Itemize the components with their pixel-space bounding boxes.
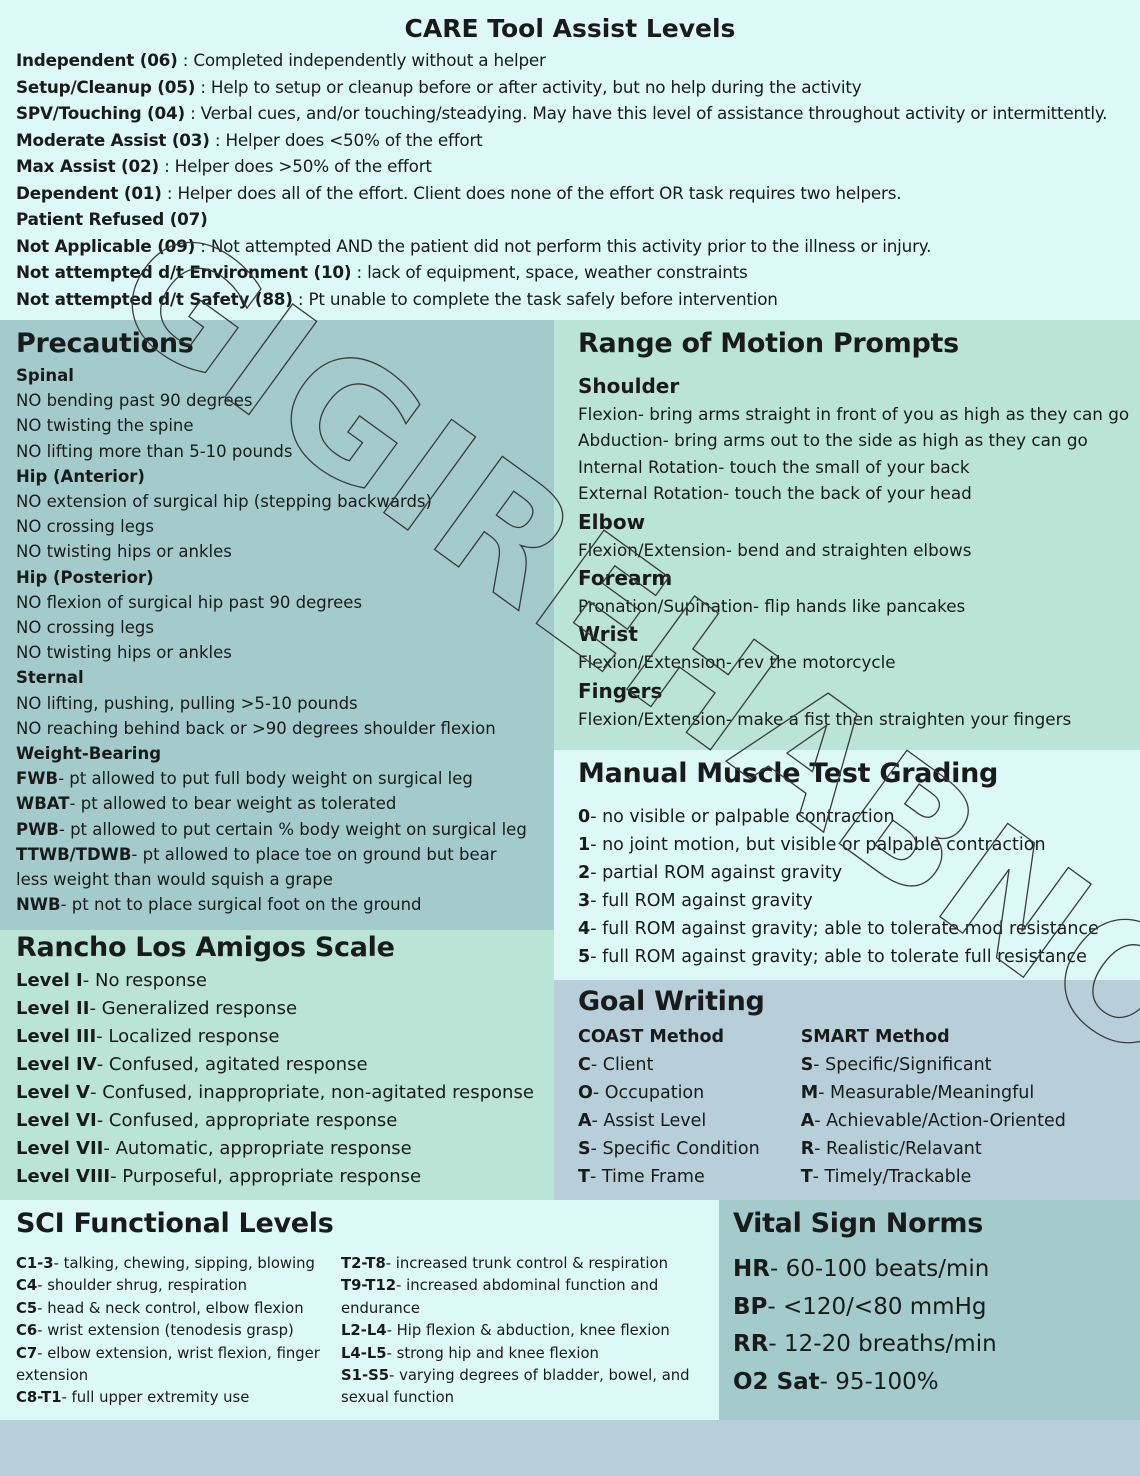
rancho-level-key: Level II: [16, 998, 90, 1019]
precaution-bold: Sternal: [16, 668, 84, 688]
precaution-item: [16, 489, 538, 514]
care-item-term: Patient Refused (07): [16, 209, 208, 229]
precaution-bold: Hip (Anterior): [16, 466, 145, 486]
smart-item-text: - Timely/Trackable: [812, 1167, 972, 1187]
rancho-level: [16, 1163, 538, 1191]
rom-prompt: Flexion/Extension- rev the motorcycle: [578, 652, 896, 673]
care-tool-list: [16, 47, 1124, 312]
sci-level-key: S1-S5: [341, 1367, 390, 1385]
mmt-grade: [578, 943, 1116, 971]
precaution-item: [16, 413, 538, 438]
care-item-term: Independent (06): [16, 50, 178, 70]
vital-sign-key: O2 Sat: [733, 1368, 820, 1395]
vital-sign-text: - <120/<80 mmHg: [767, 1293, 987, 1320]
coast-item-key: T: [578, 1167, 590, 1187]
care-item-term: SPV/Touching (04): [16, 103, 185, 123]
vital-sign: [733, 1326, 1126, 1364]
rancho-section: [0, 930, 554, 1200]
precaution-item: [16, 439, 538, 464]
rom-joint-heading: Elbow: [578, 509, 646, 534]
precaution-bold: Hip (Posterior): [16, 567, 154, 587]
sci-level: [16, 1298, 341, 1320]
precaution-item: [16, 766, 538, 791]
mmt-grade-key: 1: [578, 835, 591, 855]
rancho-level-text: - No response: [82, 970, 207, 991]
sci-level: [341, 1275, 701, 1320]
care-item: [16, 153, 1124, 180]
smart-item-text: - Realistic/Relavant: [814, 1139, 982, 1159]
precaution-text: NO extension of surgical hip (stepping backwards): [16, 492, 432, 512]
smart-item-text: - Measurable/Meaningful: [818, 1083, 1035, 1103]
care-tool-title: CARE Tool Assist Levels: [404, 14, 736, 43]
sci-level-key: C5: [16, 1299, 38, 1317]
rancho-level-key: Level IV: [16, 1054, 97, 1075]
precaution-text: less weight than would squish a grape: [16, 870, 333, 890]
precaution-bold: Weight-Bearing: [16, 744, 162, 764]
mmt-grade-text: - full ROM against gravity: [590, 891, 813, 911]
coast-item-text: - Assist Level: [591, 1111, 707, 1131]
coast-item-text: - Occupation: [592, 1083, 705, 1103]
mmt-section: [554, 750, 1140, 980]
coast-item: [578, 1079, 801, 1107]
vital-sign-text: - 60-100 beats/min: [769, 1256, 990, 1282]
sci-level-text: - head & neck control, elbow flexion: [37, 1299, 304, 1317]
care-item-desc: : Verbal cues, and/or touching/steadying. May have this level of assistance throughout activity or intermittently.: [184, 103, 1108, 123]
precautions-section: [0, 320, 554, 930]
sci-level: [16, 1253, 341, 1275]
smart-item-key: R: [800, 1139, 815, 1159]
mmt-grade: [578, 887, 1116, 915]
precaution-text: - pt allowed to bear weight as tolerated: [69, 794, 397, 814]
sci-level-text: - elbow extension, wrist flexion, finger extension: [16, 1344, 320, 1385]
smart-item: [801, 1079, 1116, 1107]
coast-item: [578, 1163, 801, 1191]
precaution-item: [16, 817, 538, 842]
mmt-title: Manual Muscle Test Grading: [578, 758, 999, 789]
sci-level-text: - increased trunk control & respiration: [385, 1255, 668, 1272]
mmt-grade-key: 2: [578, 863, 591, 883]
coast-item: [578, 1107, 801, 1135]
precaution-text: NO twisting the spine: [16, 416, 194, 436]
smart-item-key: S: [800, 1055, 814, 1075]
rancho-level: [16, 995, 538, 1023]
precaution-text: NO crossing legs: [16, 517, 154, 537]
mmt-grade-key: 5: [578, 947, 591, 967]
care-item: [16, 180, 1124, 207]
rancho-level-key: Level III: [16, 1026, 97, 1047]
precaution-text: NO twisting hips or ankles: [16, 643, 232, 663]
vital-sign-key: RR: [733, 1331, 769, 1357]
rancho-level-key: Level V: [16, 1082, 90, 1103]
care-item-desc: : lack of equipment, space, weather constraints: [351, 262, 748, 282]
care-item: [16, 233, 1124, 260]
rancho-level-key: Level VIII: [16, 1166, 111, 1187]
precaution-bold: WBAT: [16, 794, 70, 814]
care-item-term: Not Applicable (09): [16, 235, 196, 256]
care-item-desc: : Help to setup or cleanup before or after activity, but no help during the activity: [195, 76, 862, 97]
rom-prompt: Flexion/Extension- make a fist then straighten your fingers: [578, 708, 1072, 729]
precaution-item: [16, 691, 538, 716]
rancho-level-text: - Confused, agitated response: [96, 1054, 368, 1075]
sci-level: [16, 1320, 341, 1342]
vital-sign: [733, 1364, 1126, 1402]
goal-writing-title: Goal Writing: [578, 986, 765, 1017]
precaution-heading: [16, 565, 538, 590]
precaution-heading: [16, 363, 538, 388]
rom-joint-heading: Shoulder: [578, 374, 680, 398]
sci-level-text: - Hip flexion & abduction, knee flexion: [386, 1322, 670, 1340]
rancho-level: [16, 967, 538, 995]
precaution-text: - pt allowed to place toe on ground but bear: [131, 844, 497, 864]
precaution-bold: Spinal: [16, 366, 74, 385]
smart-item: [801, 1135, 1116, 1163]
vital-sign: [733, 1289, 1126, 1327]
sci-column-2: [341, 1253, 701, 1410]
care-item-desc: : Not attempted AND the patient did not perform this activity prior to the illness or injury.: [195, 235, 932, 256]
smart-item: [801, 1163, 1116, 1191]
vitals-list: [733, 1251, 1126, 1401]
sci-level-key: C4: [16, 1277, 38, 1295]
rom-joint-heading: Fingers: [578, 678, 663, 703]
precaution-text: NO lifting, pushing, pulling >5-10 pounds: [16, 693, 358, 713]
mmt-grade-key: 3: [578, 891, 591, 911]
sci-title: SCI Functional Levels: [16, 1208, 334, 1239]
rancho-level-key: Level VII: [16, 1138, 104, 1159]
precaution-item: [16, 388, 538, 413]
rom-prompt: Flexion/Extension- bend and straighten elbows: [578, 539, 972, 560]
care-item-term: Setup/Cleanup (05): [16, 76, 196, 97]
precaution-heading: [16, 665, 538, 690]
coast-item-text: - Client: [590, 1055, 654, 1075]
rancho-level: [16, 1107, 538, 1135]
precautions-list: [16, 363, 538, 917]
sci-level-key: C6: [16, 1322, 38, 1340]
vital-sign-key: BP: [733, 1293, 768, 1320]
care-item-desc: : Pt unable to complete the task safely before intervention: [292, 288, 778, 309]
precaution-item: [16, 716, 538, 741]
coast-item-text: - Time Frame: [589, 1167, 705, 1187]
precaution-item: [16, 842, 538, 867]
rom-prompt: Flexion- bring arms straight in front of you as high as they can go: [578, 404, 1130, 424]
care-item-term: Moderate Assist (03): [16, 129, 210, 150]
smart-item-key: T: [800, 1167, 813, 1187]
sci-level-text: - increased abdominal function and endurance: [341, 1277, 659, 1317]
rancho-level: [16, 1079, 538, 1107]
precaution-bold: TTWB/TDWB: [16, 844, 132, 864]
precaution-item: [16, 615, 538, 640]
sci-level-text: - strong hip and knee flexion: [386, 1344, 599, 1362]
smart-method: [801, 1023, 1116, 1191]
precautions-title: Precautions: [16, 328, 194, 359]
sci-level: [341, 1253, 701, 1275]
sci-level-key: C8-T1: [16, 1389, 62, 1407]
mmt-grade-key: 4: [578, 919, 591, 939]
vital-sign-key: HR: [733, 1256, 770, 1282]
precaution-item: [16, 590, 538, 615]
care-item-term: Max Assist (02): [16, 156, 159, 176]
sci-level: [16, 1343, 341, 1388]
rom-prompt: External Rotation- touch the back of your head: [578, 483, 972, 504]
rom-joint-heading: Forearm: [578, 566, 673, 591]
rancho-level: [16, 1135, 538, 1163]
smart-item-text: - Specific/Significant: [813, 1055, 992, 1075]
precaution-text: NO bending past 90 degrees: [16, 391, 253, 411]
rancho-level-key: Level VI: [16, 1110, 97, 1131]
precaution-bold: PWB: [16, 819, 59, 839]
precaution-text: NO twisting hips or ankles: [16, 542, 232, 562]
care-tool-section: [0, 0, 1140, 320]
mmt-grade: [578, 859, 1116, 887]
mmt-grade-text: - no joint motion, but visible or palpable contraction: [590, 835, 1046, 855]
care-item: [16, 206, 1124, 233]
care-item-term: Dependent (01): [16, 182, 162, 203]
precaution-text: - pt allowed to put certain % body weight on surgical leg: [58, 819, 527, 839]
sci-column-1: [16, 1253, 341, 1410]
goal-writing-section: [554, 980, 1140, 1200]
precaution-item: [16, 867, 538, 892]
care-item: [16, 100, 1124, 127]
care-item-desc: : Completed independently without a helper: [177, 50, 546, 70]
rancho-title: Rancho Los Amigos Scale: [16, 932, 395, 963]
coast-item-key: S: [578, 1139, 591, 1159]
care-item: [16, 286, 1124, 313]
care-item: [16, 127, 1124, 154]
precaution-text: - pt not to place surgical foot on the ground: [60, 895, 422, 915]
sci-level-key: T2-T8: [341, 1255, 386, 1272]
vital-sign-text: - 12-20 breaths/min: [768, 1331, 997, 1357]
sci-level: [341, 1343, 701, 1365]
coast-item-key: C: [578, 1055, 591, 1075]
precaution-bold: FWB: [16, 769, 59, 789]
rancho-level-text: - Generalized response: [89, 998, 298, 1019]
care-item: [16, 47, 1124, 74]
care-item-term: Not attempted d/t Safety (88): [16, 288, 293, 309]
sci-level: [16, 1387, 341, 1409]
sci-level-text: - talking, chewing, sipping, blowing: [53, 1255, 315, 1272]
coast-item-text: - Specific Condition: [590, 1139, 760, 1159]
rancho-level-text: - Localized response: [96, 1026, 280, 1047]
precaution-text: NO reaching behind back or >90 degrees shoulder flexion: [16, 718, 496, 738]
vital-sign-text: - 95-100%: [819, 1368, 939, 1395]
mmt-grade-text: - full ROM against gravity; able to tolerate full resistance: [590, 947, 1087, 967]
rom-section: [554, 320, 1140, 750]
rom-prompt: Internal Rotation- touch the small of your back: [578, 456, 970, 477]
precaution-item: [16, 892, 538, 917]
precaution-heading: [16, 741, 538, 766]
precaution-item: [16, 539, 538, 564]
vitals-title: Vital Sign Norms: [733, 1208, 983, 1239]
precaution-item: [16, 514, 538, 539]
sci-level: [16, 1275, 341, 1297]
coast-item-key: A: [578, 1111, 592, 1131]
sci-section: [0, 1200, 719, 1420]
sci-level: [341, 1365, 701, 1410]
rom-joint-heading: Wrist: [578, 622, 638, 647]
care-item: [16, 74, 1124, 101]
precaution-text: - pt allowed to put full body weight on surgical leg: [58, 769, 473, 789]
rancho-level-key: Level I: [16, 970, 83, 991]
precaution-item: [16, 640, 538, 665]
precaution-text: NO crossing legs: [16, 618, 154, 638]
smart-title: SMART Method: [800, 1027, 950, 1047]
rom-title: Range of Motion Prompts: [578, 328, 959, 359]
vitals-section: [719, 1200, 1140, 1420]
mmt-list: [578, 803, 1116, 971]
sci-level-key: T9-T12: [341, 1277, 397, 1295]
smart-item: [801, 1107, 1116, 1135]
precaution-text: NO lifting more than 5-10 pounds: [16, 441, 293, 461]
smart-item-key: M: [800, 1083, 819, 1103]
coast-item: [578, 1135, 801, 1163]
coast-title: COAST Method: [578, 1027, 725, 1047]
rancho-level-text: - Automatic, appropriate response: [103, 1138, 412, 1159]
rancho-level-text: - Confused, appropriate response: [96, 1110, 398, 1131]
smart-item: [801, 1051, 1116, 1079]
mmt-grade-text: - no visible or palpable contraction: [590, 807, 895, 827]
smart-item-text: - Achievable/Action-Oriented: [814, 1111, 1066, 1131]
care-item-desc: : Helper does all of the effort. Client does none of the effort OR task requires two helpers.: [161, 182, 902, 203]
mmt-grade: [578, 831, 1116, 859]
coast-method: [578, 1023, 801, 1191]
rom-list: [578, 371, 1130, 732]
sci-level-text: - shoulder shrug, respiration: [37, 1277, 248, 1295]
precaution-item: [16, 791, 538, 816]
mmt-grade: [578, 803, 1116, 831]
precaution-bold: NWB: [16, 895, 61, 915]
vital-sign: [733, 1251, 1126, 1289]
sci-level-key: C7: [16, 1344, 38, 1362]
mmt-grade-key: 0: [578, 807, 591, 827]
mmt-grade-text: - partial ROM against gravity: [590, 863, 843, 883]
sci-level-text: - varying degrees of bladder, bowel, and sexual function: [341, 1367, 690, 1407]
rancho-level-text: - Purposeful, appropriate response: [110, 1166, 422, 1187]
smart-item-key: A: [800, 1111, 815, 1131]
rom-prompt: Pronation/Supination- flip hands like pancakes: [578, 596, 966, 617]
care-item: [16, 259, 1124, 286]
sci-level-text: - full upper extremity use: [61, 1389, 250, 1407]
rancho-level-text: - Confused, inappropriate, non-agitated response: [90, 1082, 534, 1103]
rancho-level: [16, 1023, 538, 1051]
sci-level-key: L2-L4: [341, 1322, 387, 1340]
coast-item-key: O: [578, 1083, 593, 1103]
care-item-desc: : Helper does <50% of the effort: [209, 129, 483, 150]
mmt-grade-text: - full ROM against gravity; able to tolerate mod resistance: [590, 919, 1099, 939]
precaution-heading: [16, 464, 538, 489]
rancho-list: [16, 967, 538, 1191]
care-item-desc: : Helper does >50% of the effort: [158, 156, 432, 176]
coast-item: [578, 1051, 801, 1079]
mmt-grade: [578, 915, 1116, 943]
sci-level-text: - wrist extension (tenodesis grasp): [37, 1322, 294, 1340]
care-item-term: Not attempted d/t Environment (10): [16, 262, 352, 282]
precaution-text: NO flexion of surgical hip past 90 degrees: [16, 592, 363, 612]
sci-level-key: L4-L5: [341, 1344, 387, 1362]
rom-prompt: Abduction- bring arms out to the side as high as they can go: [578, 430, 1088, 451]
rancho-level: [16, 1051, 538, 1079]
sci-level: [341, 1320, 701, 1342]
sci-level-key: C1-3: [16, 1255, 54, 1272]
